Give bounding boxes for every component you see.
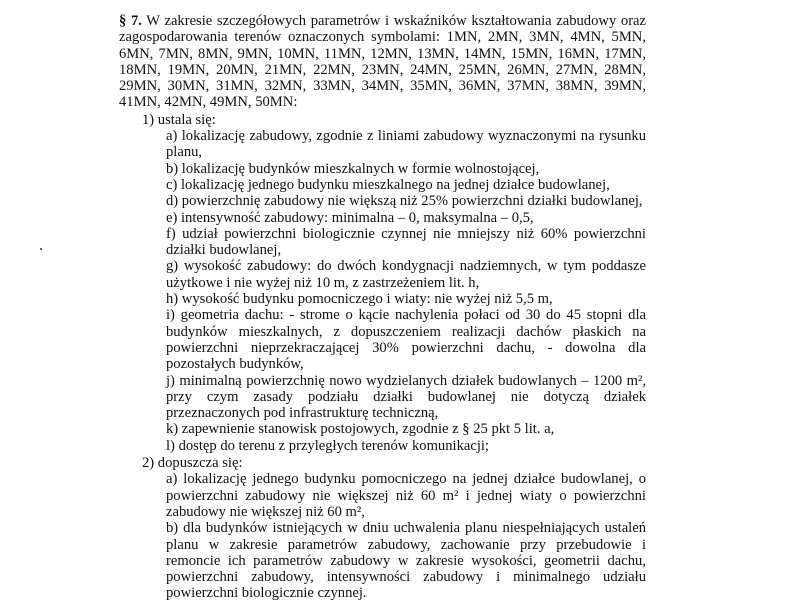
point-1-item-g: g) wysokość zabudowy: do dwóch kondygnacji nadziemnych, w tym poddasze użytkowe i nie wyżej niż 10 m, z zastrzeżeniem lit. h,: [166, 258, 646, 291]
point-1-item-c: c) lokalizację jednego budynku mieszkalnego na jednej działce budowlanej,: [166, 176, 610, 193]
point-1-item-f: f) udział powierzchni biologicznie czynnej nie mniejszy niż 60% powierzchni działki budowlanej,: [166, 225, 646, 259]
point-1-item-d: d) powierzchnię zabudowy nie większą niż 25% powierzchni działki budowlanej,: [166, 193, 643, 210]
document-page: [119, 13, 646, 602]
point-1-item-e: e) intensywność zabudowy: minimalna – 0, maksymalna – 0,5,: [166, 209, 534, 226]
section-symbol: § 7.: [119, 13, 142, 29]
point-1-item-i: i) geometria dachu: ‑ strome o kącie nachylenia połaci od 30 do 45 stopni dla budynków mieszkalnych, z dopuszczeniem realizacji dachów płaskich na powierzchni nieprzekraczającej 30% powierzchni dachu, ‑ dowolna dla pozostałych budynków,: [166, 307, 646, 373]
point-1-item-h: h) wysokość budynku pomocniczego i wiaty: nie wyżej niż 5,5 m,: [166, 291, 553, 308]
point-2-item-a: a) lokalizację jednego budynku pomocniczego na jednej działce budowlanej, o powierzchni zabudowy nie większej niż 60 m² i jednej wiaty o powierzchni zabudowy nie większej niż 60 m²,: [166, 471, 646, 520]
point-1-item-b: b) lokalizację budynków mieszkalnych w formie wolnostojącej,: [166, 160, 540, 177]
point-1-item-a: a) lokalizację zabudowy, zgodnie z liniami zabudowy wyznaczonymi na rysunku planu,: [166, 128, 646, 161]
stray-dot-mark: [40, 248, 42, 250]
section-7-heading: [119, 13, 646, 111]
point-2-label: 2) dopuszcza się:: [142, 455, 243, 472]
point-1-label: 1) ustala się:: [142, 111, 216, 128]
point-1-item-j: j) minimalną powierzchnię nowo wydzielanych działek budowlanych – 1200 m², przy czym zasady podziału działki budowlanej nie dotyczą działek przeznaczonych pod infrastrukturę techniczną,: [166, 372, 646, 422]
section-intro: W zakresie szczegółowych parametrów i wskaźników kształtowania zabudowy oraz zagospodarowania terenów oznaczonych symbolami: 1MN, 2MN, 3MN, 4MN, 5MN, 6MN, 7MN, 8MN, 9MN, 10MN, 11MN, 12MN, 13MN, 14MN, 15MN, 16MN, 17MN, 18MN, 19MN, 20MN, 21MN, 22MN, 23MN, 24MN, 25MN, 26MN, 27MN, 28MN, 29MN, 30MN, 31MN, 32MN, 33MN, 34MN, 35MN, 36MN, 37MN, 38MN, 39MN, 41MN, 42MN, 49MN, 50MN:: [119, 13, 647, 111]
point-1-item-l: l) dostęp do terenu z przyległych terenów komunikacji;: [166, 437, 489, 454]
point-2-item-b: b) dla budynków istniejących w dniu uchwalenia planu niespełniających ustaleń planu w zakresie parametrów zabudowy, zachowanie przy przebudowie i remoncie ich parametrów zabudowy w zakresie wysokości, geometrii dachu, powierzchni zabudowy, intensywności zabudowy i minimalnego udziału powierzchni biologicznie czynnej.: [166, 520, 646, 602]
point-1-item-k: k) zapewnienie stanowisk postojowych, zgodnie z § 25 pkt 5 lit. a,: [166, 421, 555, 438]
